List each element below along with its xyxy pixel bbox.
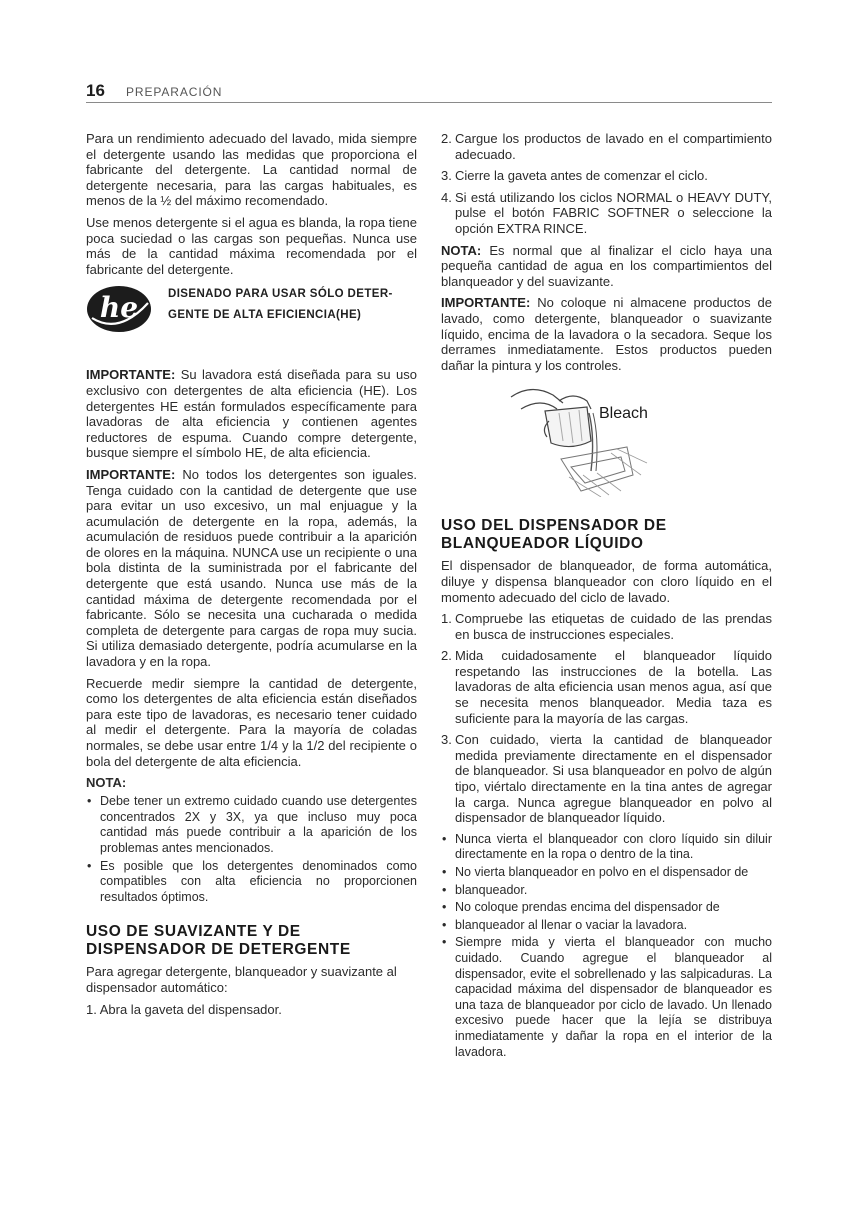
paragraph-bleach-dispenser: El dispensador de blanqueador, de forma automática, diluye y dispensa blanqueador con cloro líquido en el momento adecuado del ciclo de lavado. (441, 558, 772, 605)
list-item: • blanqueador al llenar o vaciar la lavadora. (441, 918, 772, 934)
he-logo-icon (86, 285, 152, 333)
important-he-paragraph (86, 367, 417, 461)
paragraph-add: Para agregar detergente, blanqueador y suavizante al dispensador automático: (86, 964, 397, 995)
important-label: IMPORTANTE: (86, 466, 176, 482)
important-storage-paragraph (441, 295, 772, 373)
bleach-steps-list (441, 611, 772, 826)
step-text: Cierre la gaveta antes de comenzar el ciclo. (455, 168, 708, 184)
step-number: 3. (441, 168, 452, 184)
step-number: 2. (441, 648, 452, 664)
page-number: 16 (86, 81, 105, 100)
list-item (441, 190, 772, 237)
step-number: 1. (441, 611, 452, 627)
paragraph-remember: Recuerde medir siempre la cantidad de detergente, como los detergentes de alta eficiencia están diseñados para este tipo de lavadoras, es necesario tener cuidado al medir el detergente. Para la mayoría de coladas normales, se debe usar entre 1/4 y la 1/2 del recipiente o bola del detergente de alta eficiencia. (86, 675, 417, 769)
step-text: Cargue los productos de lavado en el compartimiento adecuado. (455, 131, 772, 162)
section-heading-bleach: USO DEL DISPENSADOR DE BLANQUEADOR LÍQUIDO (441, 517, 667, 553)
list-item (441, 131, 772, 162)
important-amount-text: No todos los detergentes son iguales. Tenga cuidado con la cantidad de detergente que use para evitar un uso excesivo, un mal enjuague y la acumulación de detergente en la ropa, además, la acumulación de residuos puede contribuir a la aparición de olores en la máquina. NUNCA use un recipiente o una bola distinta de la suministrada por el fabricante del detergente que está usando. Nunca use más de la cantidad máxima de detergente recomendada por el fabricante. Sólo se necesita una cucharada o medida completa de detergente para cargas de ropa muy sucia. Si utiliza demasiado detergente, podría acumularse en la lavadora y en la ropa. (86, 466, 417, 670)
step-1: 1. Abra la gaveta del dispensador. (86, 1001, 282, 1017)
step-text: Si está utilizando los ciclos NORMAL o HEAVY DUTY, pulse el botón FABRIC SOFTNER o seleccione la opción EXTRA RINCE. (455, 189, 772, 236)
important-label: IMPORTANTE: (441, 295, 531, 311)
he-notice (86, 285, 417, 343)
he-notice-line-2: GENTE DE ALTA EFICIENCIA(HE) (168, 309, 362, 322)
important-he-text: Su lavadora está diseñada para su uso exclusivo con detergentes de alta eficiencia (HE). Los detergentes HE están formulados específicamente para lavadoras de alta eficiencia y contienen agentes reductores de espuma. Cuando compre detergente, busque siempre el símbolo HE, de alta eficiencia. (86, 367, 417, 461)
left-column (86, 131, 417, 1023)
page-header (86, 80, 772, 103)
note-title: NOTA: (86, 775, 127, 791)
steps-list (441, 131, 772, 237)
he-notice-text (168, 284, 393, 326)
list-item (441, 168, 772, 184)
list-item: • Es posible que los detergentes denominados como compatibles con alta eficiencia no proporcionen resultados óptimos. (86, 859, 417, 906)
right-column (441, 131, 772, 1078)
he-logo-text: he (99, 291, 139, 325)
list-item: • Nunca vierta el blanqueador con cloro líquido sin diluir directamente en la ropa o dentro de la tina. (441, 832, 772, 863)
note-text: Es normal que al finalizar el ciclo haya una pequeña cantidad de agua en los compartimientos del blanqueador y del suavizante. (441, 242, 772, 289)
list-item: • No coloque prendas encima del dispensador de (441, 900, 772, 916)
list-item (441, 732, 772, 826)
note-label: NOTA: (441, 242, 482, 258)
step-text: Con cuidado, vierta la cantidad de blanqueador medida previamente directamente en el dispensador de blanqueador. Si usa blanqueador en polvo de algún tipo, viértalo directamente en la tina antes de agregar la carga. Nunca agregue blanqueador en polvo al dispensador de blanqueador líquido. (455, 732, 772, 826)
section-heading-softener: USO DE SUAVIZANTE Y DE DISPENSADOR DE DETERGENTE (86, 923, 351, 959)
bleach-bullets (441, 832, 772, 1060)
list-item: • Debe tener un extremo cuidado cuando use detergentes concentrados 2X y 3X, ya que incluso muy poca cantidad más puede contribuir a la aparición de los problemas antes mencionados. (86, 794, 417, 856)
paragraph-measure: Para un rendimiento adecuado del lavado, mida siempre el detergente usando las medidas que proporciona el fabricante del detergente. La cantidad normal de detergente necesaria, para las cargas habituales, es menos de la ½ del máximo recomendado. (86, 131, 417, 209)
note-paragraph (441, 243, 772, 290)
step-text: Mida cuidadosamente el blanqueador líquido respetando las instrucciones de la botella. Las lavadoras de alta eficiencia usan menos agua, así que se necesita menos blanqueador. Media taza es suficiente para la mayoría de las cargas. (455, 648, 772, 726)
step-number: 4. (441, 189, 452, 205)
important-label: IMPORTANTE: (86, 367, 176, 383)
list-item (441, 611, 772, 642)
he-notice-line-1: DISENADO PARA USAR SÓLO DETER- (168, 288, 393, 301)
important-amount-paragraph (86, 467, 417, 670)
bleach-illustration (441, 379, 772, 497)
paragraph-less-detergent: Use menos detergente si el agua es blanda, la ropa tiene poca suciedad o las cargas son pequeñas. Nunca use más de la cantidad máxima recomendada por el fabricante del detergente. (86, 214, 417, 277)
section-title: PREPARACIÓN (126, 85, 223, 99)
step-number: 2. (441, 131, 452, 146)
list-item: • No vierta blanqueador en polvo en el dispensador de (441, 865, 772, 881)
list-item: • Siempre mida y vierta el blanqueador con mucho cuidado. Cuando agregue el blanqueador al dispensador, evite el sobrellenado y las salpicaduras. La capacidad máxima del dispensador de blanqueador es una taza de blanqueador por ciclo de lavado. Un llenado excesivo puede hacer que la lejía se distribuya inmediatamente y dañar la ropa en el interior de la lavadora. (441, 935, 772, 1060)
step-text: Compruebe las etiquetas de cuidado de las prendas en busca de instrucciones especiales. (455, 611, 772, 642)
bleach-pouring-icon (501, 379, 651, 497)
note-list (86, 794, 417, 905)
bleach-label: Bleach (599, 405, 648, 423)
list-item (441, 648, 772, 726)
step-number: 3. (441, 732, 452, 748)
important-storage-text: No coloque ni almacene productos de lavado, como detergente, blanqueador o suavizante líquido, encima de la lavadora o la secadora. Seque los derrames inmediatamente. Estos productos pueden dañar la pintura y los controles. (441, 295, 772, 373)
list-item: • blanqueador. (441, 883, 772, 899)
